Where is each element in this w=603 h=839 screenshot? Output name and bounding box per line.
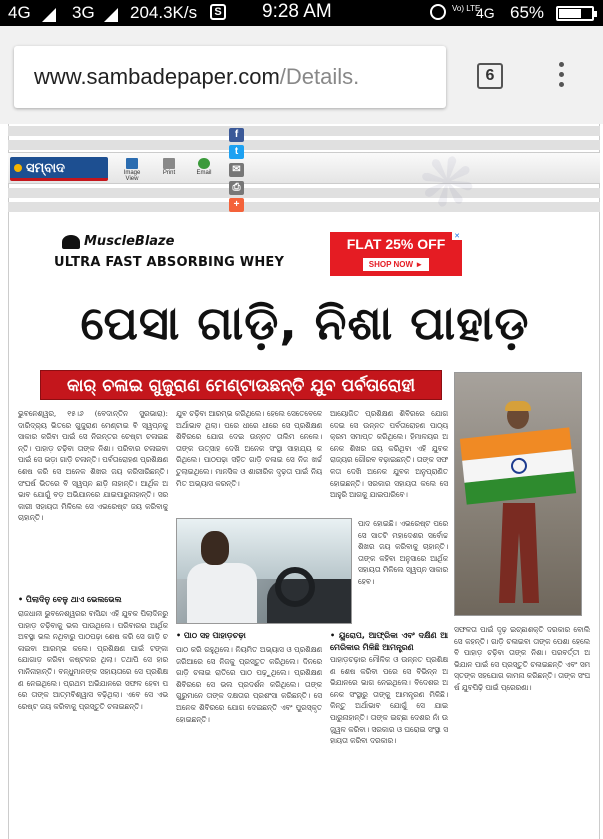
facebook-share-button[interactable]: f [229,128,244,142]
alarm-icon [430,4,446,20]
section-heading: • ପିଲାଦିନୁ ବେଳୁ ଥାଏ ଭେଲଭେଲ [18,595,122,604]
clock: 9:28 AM [262,1,332,22]
article-column-2-bottom: ପାଠ କରି ରହୁଥିଲେ। ନିୟମିତ ଅଭ୍ୟାସ ଓ ପ୍ରଶିକ୍ଷଣ ଜରିଆରେ ସେ ନିଜକୁ ପ୍ରସ୍ତୁତ କରିଥିଲେ। ଦିନରେ ଗାଡ଼ି ଚଳାଇ ରାତିରେ ପାଠ ପଢ଼ୁଥିଲେ। ପ୍ରଶିକ୍ଷଣ ଶିବିରରେ ସେ ଭଲ ପ୍ରଦର୍ଶନ କରିଥିଲେ। ତାଙ୍କ ଗୁରୁମାନେ ତାଙ୍କ ଦକ୍ଷତାର ପ୍ରଶଂସା କରିଛନ୍ତି। ସେ ଅନେକ ଶିବିରରେ ଯୋଗ ଦେଇଛନ୍ତି ଏବଂ ପୁରସ୍କୃତ ହୋଇଛନ୍ତି। [176,645,322,724]
divider [8,202,600,212]
ad-tagline: ULTRA FAST ABSORBING WHEY [54,255,285,270]
article-subheadline: କାର୍ ଚଳାଇ ଗୁଜୁରାଣ ମେଣ୍ଟାଉଛନ୍ତି ଯୁବ ପର୍ବତାରୋହୀ [40,370,442,400]
volte-indicator: Vo) LTE [452,4,481,13]
shop-now-button[interactable]: SHOP NOW ► [363,258,429,271]
muscleblaze-logo-icon [62,235,80,249]
divider [8,140,600,150]
photo-mountaineer-with-flag [454,372,582,616]
print-button[interactable] [155,158,183,176]
url-host: www.sambadepaper.com [34,64,280,89]
battery-fill [559,9,581,18]
network-indicator-3: 4G [476,5,495,21]
twitter-share-button[interactable]: t [229,145,244,159]
ad-close-icon[interactable]: ✕ [454,233,460,240]
article-column-3-top: ଆୟୋଜିତ ପ୍ରଶିକ୍ଷଣ ଶିବିରରେ ଯୋଗ ଦେଇ ସେ ଉନ୍ନତ ପର୍ବତାରୋହଣ ପାଠ୍ୟକ୍ରମ ସମାପ୍ତ କରିଥିଲେ। ହିମାଳୟର ଅନେକ ଶିଖର ଜୟ କରିଥିବା ଏହି ଯୁବକ ରାଜ୍ୟର ଗୌରବ ବଢ଼ାଇଛନ୍ତି। ତାଙ୍କ ସଫଳତା ଦେଖି ଅନେକ ଯୁବକ ଅନୁପ୍ରାଣିତ ହୋଇଛନ୍ତି। ସରକାର ସହାୟତା କଲେ ସେ ଆହୁରି ଆଗକୁ ଯାଇପାରିବେ। [330,409,448,500]
divider [8,188,600,198]
section-heading-europe: • ୟୁରୋପ, ଆଫ୍ରିକା ଏବଂ ଦକ୍ଷିଣ ଆମେରିକାର ମିଳିଛି ଆମନ୍ତ୍ରଣ [330,631,448,652]
divider [8,126,600,136]
steering-wheel-icon [275,567,315,607]
driver-body [187,563,257,624]
web-page [0,124,603,839]
article-column-1-bottom: ରାଜଧାନୀ ଭୁବନେଶ୍ୱରର ବାସିନ୍ଦା ଏହି ଯୁବକ ପିଲାଦିନରୁ ପାହାଡ଼ ଚଢ଼ିବାକୁ ଭଲ ପାଉଥିଲେ। ପରିବାରର ଆର୍ଥିକ ଅବସ୍ଥା ଭଲ ନଥିବାରୁ ପାଠପଢ଼ା ଶେଷ କରି ସେ ଗାଡ଼ି ଚଳାଇବା ଆରମ୍ଭ କଲେ। ପ୍ରଶିକ୍ଷଣ ପାଇଁ ଟଙ୍କା ଯୋଗାଡ଼ କରିବା କଷ୍ଟକର ଥିଲା। ତଥାପି ସେ ହାର ମାନିନାହାନ୍ତି। ବନ୍ଧୁମାନଙ୍କ ସହାୟତାରେ ସେ ପ୍ରଶିକ୍ଷଣ ନେଇଥିଲେ। ପ୍ରଥମ ଅଭିଯାନରେ ସଫଳ ହେବା ପରେ ତାଙ୍କ ଆତ୍ମବିଶ୍ୱାସ ବଢ଼ିଥିଲା। ଏବେ ସେ ଏଭରେଷ୍ଟ ଜୟ କରିବାକୁ ପ୍ରସ୍ତୁତି ଚଳାଇଛନ୍ତି। [18,609,168,711]
sambad-logo[interactable]: ସମ୍ବାଦ [10,157,108,181]
more-share-button[interactable]: + [229,198,244,212]
tab-switcher-button[interactable]: 6 [477,63,503,89]
article-column-3-middle: ପାଦ ହୋଇଛି। ଏଭରେଷ୍ଟ ପରେ ସେ ସାତଟି ମହାଦେଶର ସର୍ବୋଚ୍ଚ ଶିଖର ଜୟ କରିବାକୁ ଚାହାନ୍ତି। ତାଙ୍କ କହିବା ଅନୁସାରେ ଆର୍ଥିକ ସହାୟତା ମିଳିଲେ ସ୍ୱପ୍ନ ସାକାର ହେବ। [358,519,448,586]
print-share-button[interactable]: ⎙ [229,181,244,195]
image-view-button[interactable] [118,158,146,182]
mountaineer-cap [505,401,531,411]
photo-man-driving-car [176,518,352,624]
article-column-4-bottom: ସଫଳତା ପାଇଁ ଦୃଢ଼ ଇଚ୍ଛାଶକ୍ତି ଦରକାର ବୋଲି ସେ କହନ୍ତି। ଗାଡ଼ି ଚଳାଇବା ତାଙ୍କ ପେଶା ହେଲେ ବି ପାହାଡ଼ ଚଢ଼ିବା ତାଙ୍କ ନିଶା। ପରବର୍ତ୍ତୀ ଅଭିଯାନ ପାଇଁ ସେ ପ୍ରସ୍ତୁତି ଚଳାଇଛନ୍ତି ଏବଂ ସମସ୍ତଙ୍କ ସହଯୋଗ କାମନା କରିଛନ୍ତି। ତାଙ୍କ ସଂଘର୍ଷ ଯୁବପିଢ଼ି ପାଇଁ ପ୍ରେରଣା। [454,625,590,692]
browser-toolbar [0,26,603,124]
email-button[interactable] [190,158,218,176]
dot-icon [559,62,564,67]
browser-menu-button[interactable] [556,62,566,92]
printer-icon [163,158,175,169]
email-label: Email [196,170,212,176]
dot-icon [559,72,564,77]
url-path: /Details. [279,64,360,89]
network-indicator: 4G [8,3,31,22]
section-heading-training: • ପାଠ ସହ ପାହାଡ଼ଚଢ଼ା [176,631,246,640]
battery-icon [556,6,594,21]
mountaineer-legs [499,503,539,603]
advertisement[interactable] [50,232,464,278]
app-notification-icon: S [210,4,226,20]
battery-percent: 65% [510,3,545,22]
status-bar [0,0,603,26]
email-share-button[interactable]: ✉ [229,163,244,177]
article-column-2-top: ଯୁବ ଚଢ଼ିବା ଆରମ୍ଭ କରିଥିଲେ। ହେଲେ ସେତେବେଳେ ଅର୍ଥାଭାବ ଥିଲା। ପରେ ଧୀରେ ଧୀରେ ସେ ପ୍ରଶିକ୍ଷଣ ଶିବିରରେ ଯୋଗ ଦେଇ ଉନ୍ନତ ତାଲିମ ନେଲେ। ତାଙ୍କ ଉତ୍ସାହ ଦେଖି ଅନେକ ସଂସ୍ଥା ସାହାଯ୍ୟ କରିଥିଲେ। ପାଠପଢ଼ା ସହିତ ଗାଡ଼ି ଚଳାଇ ସେ ନିଜ ଖର୍ଚ୍ଚ ତୁଲାଇଥିଲେ। ମାନସିକ ଓ ଶାରୀରିକ ଦୃଢ଼ତା ପାଇଁ ନିୟମିତ ଅଭ୍ୟାସ କରନ୍ତି। [176,409,322,488]
print-label: Print [162,170,176,176]
image-icon [126,158,138,169]
article-column-1-top: ଭୁବନେଶ୍ୱର, ୧୫।୬ (ବେଦାନ୍ତିନ ସୁରଭାରା): ଦାରିଦ୍ର୍ୟ ଭିତରେ ଗୁଜୁରାଣ ମେଣ୍ଟାଇ ବି ସ୍ୱପ୍ନକୁ ସାକାର କରିବା ପାଇଁ ସେ ନିରନ୍ତର ଚେଷ୍ଟା ଚଳାଇଛନ୍ତି। ପାହାଡ଼ ଚଢ଼ିବା ତାଙ୍କ ନିଶା। ପରିବାର ଚଳାଇବା ପାଇଁ ସେ ଭଡ଼ା ଗାଡ଼ି ଚଳାନ୍ତି। ପର୍ବତାରୋହଣ ପ୍ରଶିକ୍ଷଣ ଶେଷ କରି ସେ ଅନେକ ଶିଖର ଜୟ କରିସାରିଛନ୍ତି। ସଂଘର୍ଷ ଭିତରେ ବି ସ୍ୱପ୍ନ ଛାଡ଼ି ନାହାନ୍ତି। ଆର୍ଥିକ ଅଭାବ ଯୋଗୁଁ ବଡ଼ ଅଭିଯାନରେ ଯାଇପାରୁନାହାନ୍ତି। ସରକାରୀ ସହାୟତା ମିଳିଲେ ସେ ଏଭରେଷ୍ଟ ଜୟ କରିବାକୁ ଚାହାନ୍ତି। [18,409,168,523]
email-icon [198,158,210,169]
signal-icon [42,8,56,22]
article-headline: ପେସା ଗାଡ଼ି, ନିଶା ପାହାଡ଼ [80,296,530,350]
image-view-label: Image View [123,170,141,182]
network-indicator-2: 3G [72,3,95,22]
ad-brand: MuscleBlaze [84,234,175,249]
ashoka-chakra-icon [510,457,528,475]
dot-icon [559,82,564,87]
signal-icon-2 [104,8,118,22]
ad-offer-text: FLAT 25% OFF [346,236,446,252]
data-speed: 204.3K/s [130,3,198,22]
indian-flag [460,427,576,504]
address-bar[interactable] [14,46,446,108]
ad-offer-panel[interactable] [330,232,462,276]
article-column-3-bottom: ପାହାଡ଼ଚଢ଼ାର ମୌଳିକ ଓ ଉନ୍ନତ ପ୍ରଶିକ୍ଷଣ ଶେଷ କରିବା ପରେ ସେ ବିଭିନ୍ନ ଅଭିଯାନରେ ଭାଗ ନେଇଥିଲେ। ବିଦେଶର ଅନେକ ସଂସ୍ଥାରୁ ତାଙ୍କୁ ଆମନ୍ତ୍ରଣ ମିଳିଛି। କିନ୍ତୁ ଅର୍ଥାଭାବ ଯୋଗୁଁ ସେ ଯାଇପାରୁନାହାନ୍ତି। ତାଙ୍କ ଇଚ୍ଛା ଦେଶର ନାଁ ଉଜ୍ଜ୍ୱଳ କରିବା। ସରକାର ଓ ଘରୋଇ ସଂସ୍ଥା ସହାୟତା କରିବା ଦରକାର। [330,655,448,746]
driver-head [201,531,229,565]
